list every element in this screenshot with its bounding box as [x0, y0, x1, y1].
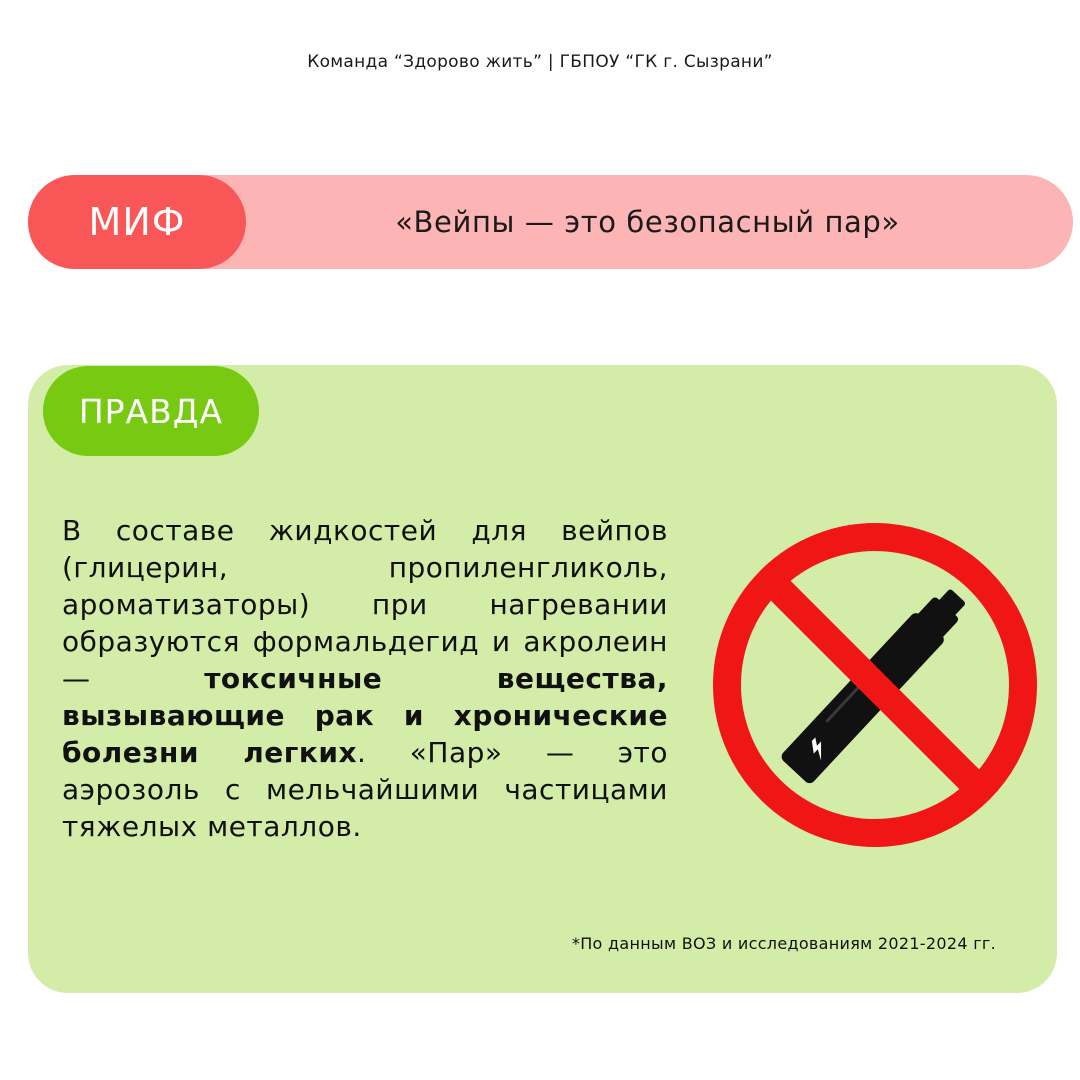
truth-body [62, 512, 668, 845]
no-vaping-icon [700, 510, 1050, 860]
truth-body-period: . [357, 736, 367, 769]
truth-body-highlight: токсичные вещества, вызывающие рак и хронические болезни легких [62, 662, 669, 769]
source-footnote: *По данным ВОЗ и исследованиям 2021-2024 гг. [571, 934, 996, 953]
truth-body-rest: «Пар» — это аэрозоль с мельчайшими частицами тяжелых металлов. [62, 736, 668, 843]
truth-badge: ПРАВДА [43, 366, 259, 456]
header-caption: Команда “Здорово жить” | ГБПОУ “ГК г. Сызрани” [307, 52, 773, 72]
myth-badge: МИФ [28, 175, 246, 269]
truth-body-intro: В составе жидкостей для вейпов (глицерин, пропиленгликоль, ароматизаторы) при нагревании образуются формальдегид и акролеин — [62, 514, 668, 695]
myth-statement: «Вейпы — это безопасный пар» [395, 205, 900, 239]
